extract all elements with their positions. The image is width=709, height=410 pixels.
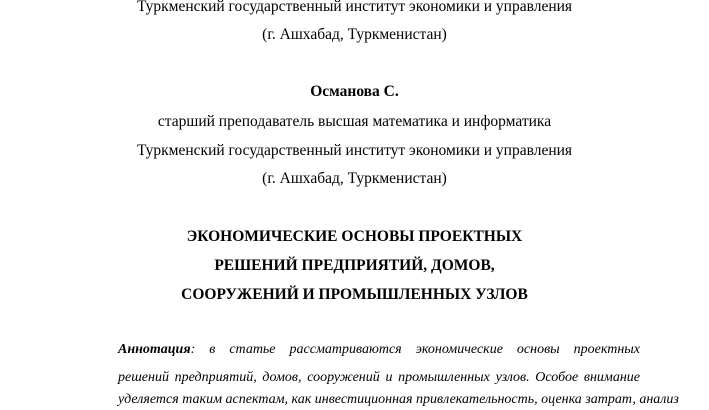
- abstract-line-1: [118, 340, 640, 360]
- author1-city: (г. Ашхабад, Туркменистан): [262, 26, 447, 43]
- article-title-line-1: ЭКОНОМИЧЕСКИЕ ОСНОВЫ ПРОЕКТНЫХ: [186, 228, 523, 245]
- abstract-label: Аннотация: [118, 342, 191, 357]
- author2-institute: Туркменский государственный институт экономики и управления: [136, 142, 573, 159]
- abstract-line-2: решений предприятий, домов, сооружений и промышленных узлов. Особое внимание: [118, 370, 640, 385]
- abstract-line-3: уделяется таким аспектам, как инвестиционная привлекательность, оценка затрат, анализ: [118, 392, 679, 407]
- abstract-line-1-text: : в статье рассматриваются экономические основы проектных: [190, 342, 640, 357]
- article-title-line-3: СООРУЖЕНИЙ И ПРОМЫШЛЕННЫХ УЗЛОВ: [181, 286, 528, 303]
- article-title-line-2: РЕШЕНИЙ ПРЕДПРИЯТИЙ, ДОМОВ,: [214, 257, 495, 274]
- author1-institute: Туркменский государственный институт экономики и управления: [136, 0, 573, 15]
- author2-city: (г. Ашхабад, Туркменистан): [262, 170, 447, 187]
- author2-position: старший преподаватель высшая математика и информатика: [157, 113, 552, 130]
- author2-name: Османова С.: [310, 83, 399, 100]
